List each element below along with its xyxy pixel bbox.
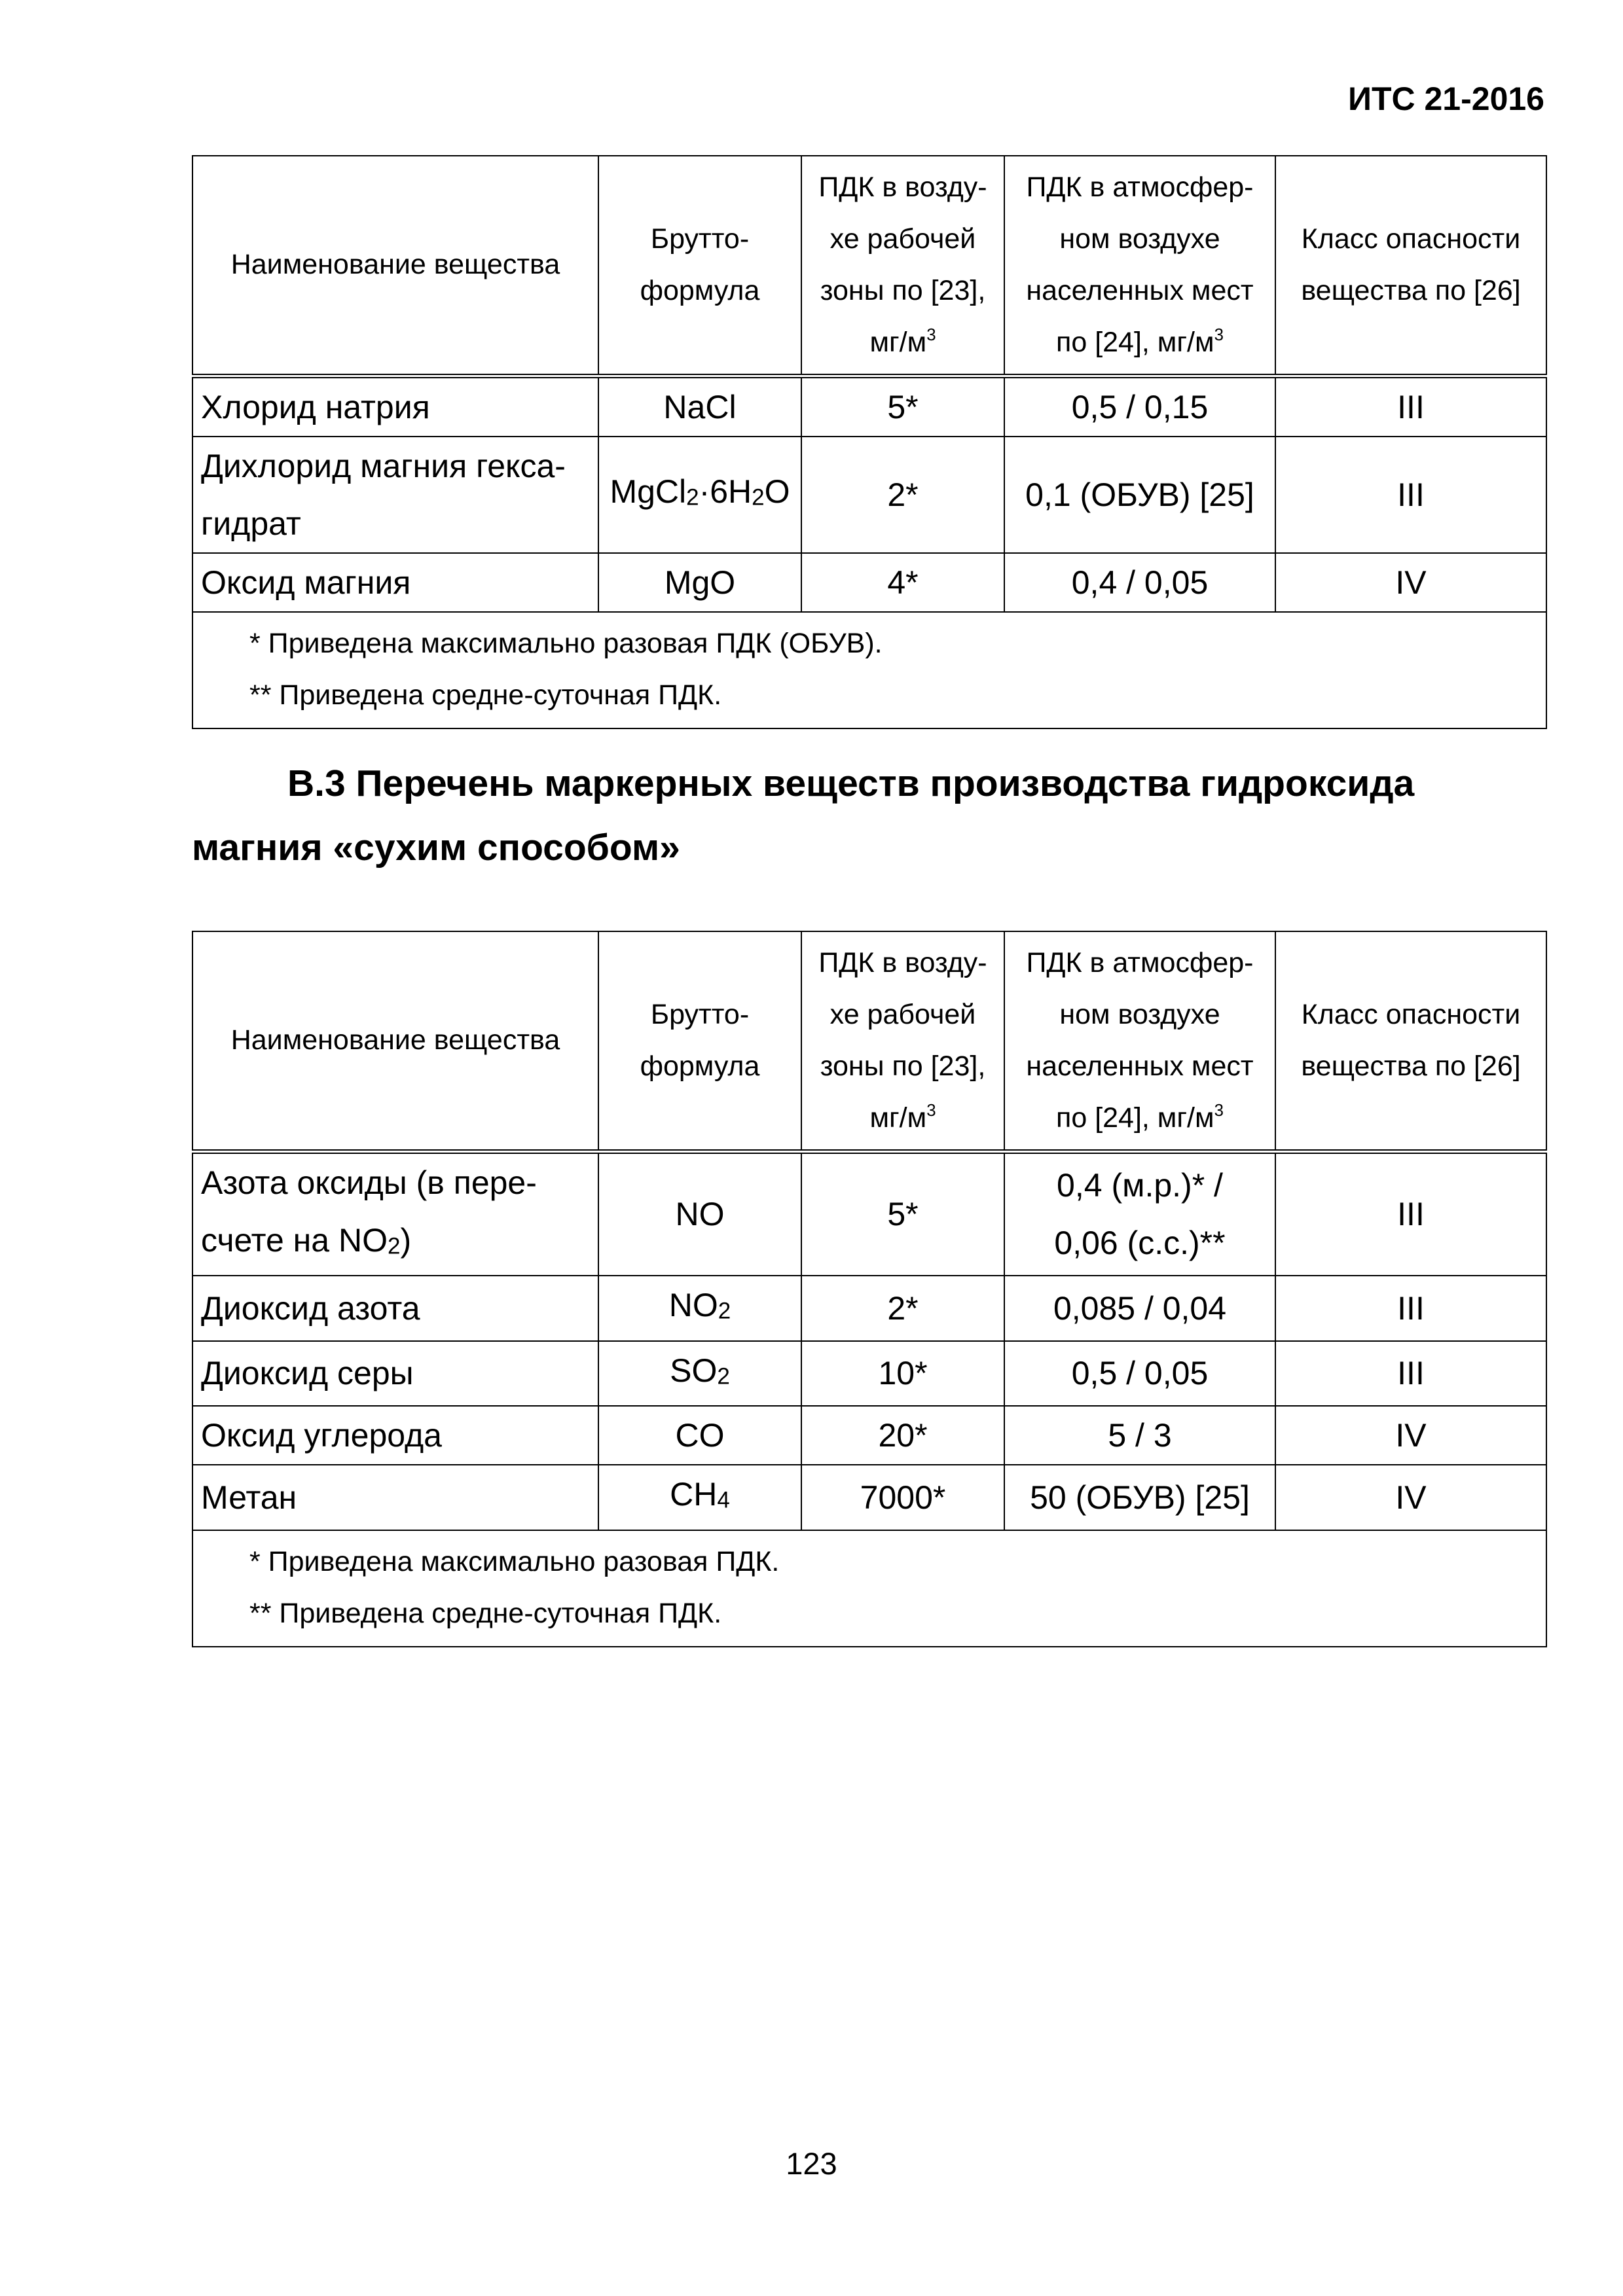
hazard-class: IV: [1275, 553, 1546, 612]
table-notes: [192, 612, 1546, 728]
pdk-work-value: 2*: [801, 437, 1004, 553]
page-number: 123: [786, 2146, 837, 2181]
header-name: Наименование вещества: [192, 931, 598, 1151]
table-row: [192, 1276, 1546, 1341]
table-row: [192, 1151, 1546, 1276]
table-notes: [192, 1530, 1546, 1647]
footnotes: [192, 1530, 1546, 1647]
pdk-air-value: 0,1 (ОБУВ) [25]: [1004, 437, 1275, 553]
hazard-class: III: [1275, 1341, 1546, 1407]
header-name: Наименование вещества: [192, 156, 598, 376]
footnote-1: * Приведена максимально разовая ПДК (ОБУВ).: [249, 627, 883, 659]
table-row: [192, 1341, 1546, 1407]
substances-table-2: [192, 931, 1547, 1647]
document-code: ИТС 21-2016: [1348, 81, 1544, 117]
substance-name: Диоксид серы: [192, 1341, 598, 1407]
header-pdk-air: ПДК в атмосфер- ном воздухе населенных мест по [24], $мг/м^3$: [1004, 156, 1275, 376]
hazard-class: III: [1275, 376, 1546, 437]
footnotes: [192, 612, 1546, 728]
table-header-row: [192, 931, 1546, 1151]
header-pdk-air: ПДК в атмосфер- ном воздухе населенных мест по [24], $мг/м^3$: [1004, 931, 1275, 1151]
pdk-work-value: 4*: [801, 553, 1004, 612]
header-pdk-work: ПДК в возду- хе рабочей зоны по [23], $мг/м^3$: [801, 156, 1004, 376]
pdk-work-value: 2*: [801, 1276, 1004, 1341]
substance-formula: $MgCl_2\cdot 6H_2O$: [598, 437, 801, 553]
substance-formula: MgO: [598, 553, 801, 612]
substance-name: Хлорид натрия: [192, 376, 598, 437]
hazard-class: III: [1275, 1276, 1546, 1341]
pdk-air-value: 0,085 / 0,04: [1004, 1276, 1275, 1341]
header-pdk-work: ПДК в возду- хе рабочей зоны по [23], $мг/м^3$: [801, 931, 1004, 1151]
pdk-air-value: 0,5 / 0,15: [1004, 376, 1275, 437]
substance-formula: NO: [598, 1151, 801, 1276]
footnote-1: * Приведена максимально разовая ПДК.: [249, 1545, 780, 1577]
footnote-2: ** Приведена средне-суточная ПДК.: [249, 679, 722, 711]
pdk-work-value: 5*: [801, 1151, 1004, 1276]
table-row: [192, 553, 1546, 612]
hazard-class: III: [1275, 437, 1546, 553]
table-row: [192, 1406, 1546, 1465]
substance-formula: $NO_2$: [598, 1276, 801, 1341]
pdk-air-value: 50 (ОБУВ) [25]: [1004, 1465, 1275, 1530]
hazard-class: III: [1275, 1151, 1546, 1276]
pdk-air-value: 0,5 / 0,05: [1004, 1341, 1275, 1407]
substance-name: Метан: [192, 1465, 598, 1530]
substance-name: Диоксид азота: [192, 1276, 598, 1341]
substance-name: Оксид углерода: [192, 1406, 598, 1465]
substance-name: Азота оксиды (в пере- счете на $NO_2$): [192, 1151, 598, 1276]
substances-table-1: [192, 155, 1547, 729]
header-formula: Брутто- формула: [598, 156, 801, 376]
pdk-work-value: 20*: [801, 1406, 1004, 1465]
table-row: [192, 376, 1546, 437]
substance-formula: CO: [598, 1406, 801, 1465]
substance-formula: NaCl: [598, 376, 801, 437]
hazard-class: IV: [1275, 1465, 1546, 1530]
pdk-air-value: 0,4 / 0,05: [1004, 553, 1275, 612]
header-formula: Брутто- формула: [598, 931, 801, 1151]
pdk-work-value: 10*: [801, 1341, 1004, 1407]
pdk-air-value: 0,4 (м.р.)* / 0,06 (с.с.)**: [1004, 1151, 1275, 1276]
header-hazard: Класс опасности вещества по [26]: [1275, 156, 1546, 376]
pdk-work-value: 5*: [801, 376, 1004, 437]
hazard-class: IV: [1275, 1406, 1546, 1465]
footnote-2: ** Приведена средне-суточная ПДК.: [249, 1597, 722, 1629]
table-row: [192, 1465, 1546, 1530]
section-heading: В.3 Перечень маркерных веществ производства гидроксида магния «сухим способом»: [192, 762, 1415, 869]
substance-name: Дихлорид магния гекса- гидрат: [192, 437, 598, 553]
table-row: [192, 437, 1546, 553]
substance-name: Оксид магния: [192, 553, 598, 612]
substance-formula: $CH_4$: [598, 1465, 801, 1530]
substance-formula: $SO_2$: [598, 1341, 801, 1407]
pdk-air-value: 5 / 3: [1004, 1406, 1275, 1465]
header-hazard: Класс опасности вещества по [26]: [1275, 931, 1546, 1151]
pdk-work-value: 7000*: [801, 1465, 1004, 1530]
table-header-row: [192, 156, 1546, 376]
